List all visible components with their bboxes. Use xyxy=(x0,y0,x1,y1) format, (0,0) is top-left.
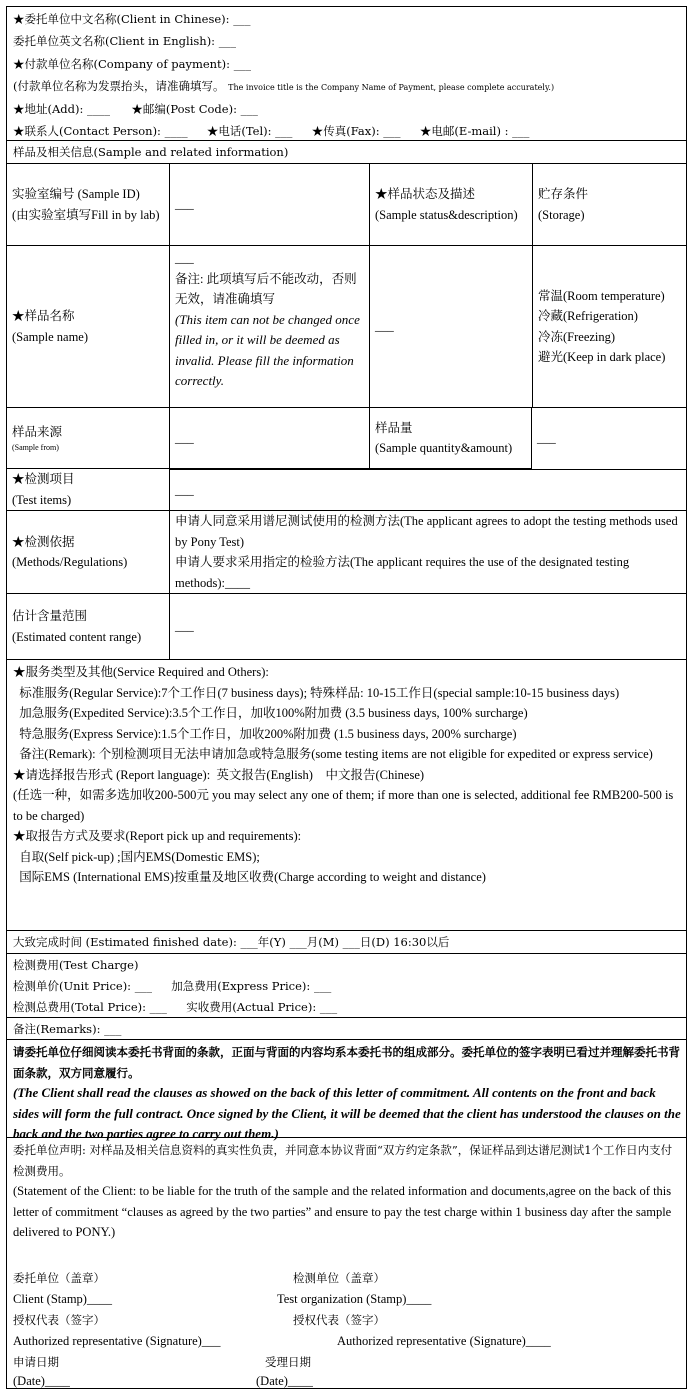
accept-date-label-cn: 受理日期 xyxy=(265,1355,311,1369)
sample-name-cell[interactable] xyxy=(169,246,369,408)
service-title: ★服务类型及其他(Service Required and Others): xyxy=(13,665,269,679)
content-range-field[interactable]: ___ xyxy=(169,594,686,659)
test-charge-section xyxy=(7,954,686,1018)
unit-price-row xyxy=(13,977,331,995)
post-code-field[interactable]: ★邮编(Post Code): ___ xyxy=(131,102,258,116)
status-label: ★样品状态及描述 (Sample status&description) xyxy=(369,164,532,246)
sample-source-field[interactable]: ___ xyxy=(169,408,369,469)
notice-cn: 请委托单位仔细阅读本委托书背面的条款，正面与背面的内容均系本委托书的组成部分。委托单位的签字表明已看过并理解委托书背面条款，双方同意履行。 xyxy=(13,1045,680,1080)
commission-form xyxy=(6,6,687,1389)
address-field[interactable]: ★地址(Add): ____ xyxy=(13,102,111,116)
sample-section-header xyxy=(7,141,686,164)
sample-source-label-cn: 样品来源 xyxy=(12,424,63,439)
address-row xyxy=(13,100,258,118)
finish-date-field[interactable]: 大致完成时间 (Estimated finished date): ___年(Y) ___月(M) ___日(D) 16:30以后 xyxy=(13,935,450,949)
client-name-cn-field[interactable]: ★委托单位中文名称(Client in Chinese): ___ xyxy=(13,12,251,26)
contact-row xyxy=(13,122,529,140)
finish-date-section xyxy=(7,931,686,954)
org-signature-field[interactable]: Authorized representative (Signature)____ xyxy=(337,1334,551,1348)
invoice-note xyxy=(13,77,554,97)
report-language-note: (任选一种，如需多选加收200-500元 you may select any one of them; if more than one is selected, additional fee RMB200-500 is to be charged) xyxy=(13,788,674,823)
auth-rep-label-cn-left: 授权代表（签字） xyxy=(13,1313,105,1327)
remarks-field[interactable]: 备注(Remarks): ___ xyxy=(13,1022,122,1036)
email-field[interactable]: ★电邮(E-mail) : ___ xyxy=(419,124,530,138)
service-section xyxy=(7,660,686,931)
service-remark: 备注(Remark): 个别检测项目无法申请加急或特急服务(some testing items are not eligible for expedited or express service) xyxy=(13,747,653,761)
lab-id-field[interactable]: ___ xyxy=(169,164,369,246)
service-expedited-option[interactable]: 加急服务(Expedited Service):3.5个工作日，加收100%附加费 (3.5 business days, 100% surcharge) xyxy=(13,706,528,720)
invoice-note-en: The invoice title is the Company Name of Payment, please complete accurately.) xyxy=(228,83,555,92)
org-stamp-label-cn: 检测单位（盖章） xyxy=(293,1271,385,1285)
methods-options xyxy=(169,511,686,594)
sample-source-label-en: (Sample from) xyxy=(12,443,59,453)
statement-cn: 委托单位声明: 对样品及相关信息资料的真实性负责，并同意本协议背面“双方约定条款”，保证样品到达谱尼测试1个工作日内支付检测费用。 xyxy=(13,1143,673,1178)
storage-option-dark[interactable]: 避光(Keep in dark place) xyxy=(538,350,666,364)
pickup-title: ★取报告方式及要求(Report pick up and requirements): xyxy=(13,829,302,843)
storage-option-room[interactable]: 常温(Room temperature) xyxy=(538,288,665,303)
methods-label: ★检测依据 (Methods/Regulations) xyxy=(7,511,169,594)
test-items-field[interactable]: ___ xyxy=(169,469,686,511)
pickup-international-option[interactable]: 国际EMS (International EMS)按重量及地区收费(Charge according to weight and distance) xyxy=(13,870,486,884)
storage-options xyxy=(532,246,686,408)
methods-option-designated[interactable]: 申请人要求采用指定的检验方法(The applicant requires the use of the designated testing methods):____ xyxy=(175,555,630,590)
client-info-section xyxy=(7,7,686,141)
actual-price-field[interactable]: 实收费用(Actual Price): ___ xyxy=(186,1000,338,1014)
sample-source-label xyxy=(7,408,169,469)
client-signature-field[interactable]: Authorized representative (Signature)___ xyxy=(13,1334,221,1348)
service-block xyxy=(13,662,681,888)
sample-section-title: 样品及相关信息(Sample and related information) xyxy=(13,145,289,159)
service-express-option[interactable]: 特急服务(Express Service):1.5个工作日，加收200%附加费 (1.5 business days, 200% surcharge) xyxy=(13,726,517,741)
contact-person-field[interactable]: ★联系人(Contact Person): ____ xyxy=(13,124,188,138)
notice-en: (The Client shall read the clauses as showed on the back of this letter of commitment. All contents on the front and back sides will form the full contract. Once signed by the Client, it will be deemed that the client has understood the clauses on the back and the two parties agree to carry out them.) xyxy=(13,1085,681,1141)
unit-price-field[interactable]: 检测单价(Unit Price): ___ xyxy=(13,979,152,993)
content-range-label: 估计含量范围 (Estimated content range) xyxy=(12,609,142,644)
quantity-label: 样品量 (Sample quantity&amount) xyxy=(369,408,532,469)
sample-name-note-cn: 备注: 此项填写后不能改动，否则无效，请准确填写 xyxy=(175,271,357,306)
client-name-en-field[interactable]: 委托单位英文名称(Client in English): ___ xyxy=(13,34,236,48)
apply-date-field[interactable]: (Date)____ xyxy=(13,1374,70,1388)
total-price-row xyxy=(13,998,337,1016)
client-stamp-field[interactable]: Client (Stamp)____ xyxy=(13,1292,112,1306)
methods-option-pony[interactable]: 申请人同意采用谱尼测试使用的检测方法(The applicant agrees to adopt the testing methods used by Pony Test) xyxy=(175,514,678,549)
storage-option-freezing[interactable]: 冷冻(Freezing) xyxy=(538,329,616,344)
statement-en: (Statement of the Client: to be liable for the truth of the sample and the related information and documents,agree on the back of this letter of commitment “clauses as agreed by the two parties” and ensure to pay the test charge within 1 business day after the sample delivered to PONY.) xyxy=(13,1184,672,1239)
quantity-field[interactable]: ___ xyxy=(537,431,556,446)
pickup-self-domestic-option[interactable]: 自取(Self pick-up) ;国内EMS(Domestic EMS); xyxy=(13,849,260,864)
statement-section xyxy=(7,1138,686,1388)
storage-option-refrigeration[interactable]: 冷藏(Refrigeration) xyxy=(538,309,638,323)
apply-date-label-cn: 申请日期 xyxy=(13,1355,59,1369)
sample-name-label: ★样品名称 (Sample name) xyxy=(7,246,169,408)
payment-company-field[interactable]: ★付款单位名称(Company of payment): ___ xyxy=(13,57,251,71)
status-field[interactable]: ___ xyxy=(369,246,532,408)
sample-table xyxy=(7,164,686,660)
test-items-label: ★检测项目 (Test items) xyxy=(7,469,169,511)
auth-rep-label-cn-right: 授权代表（签字） xyxy=(293,1313,385,1327)
client-stamp-label-cn: 委托单位（盖章） xyxy=(13,1271,105,1285)
express-price-field[interactable]: 加急费用(Express Price): ___ xyxy=(171,979,332,993)
statement-block xyxy=(13,1140,681,1243)
invoice-note-cn: (付款单位名称为发票抬头，请准确填写。 xyxy=(13,79,225,93)
accept-date-field[interactable]: (Date)____ xyxy=(256,1374,313,1388)
tel-field[interactable]: ★电话(Tel): ___ xyxy=(206,124,293,138)
report-language-row[interactable]: ★请选择报告形式 (Report language): 英文报告(English) 中文报告(Chinese) xyxy=(13,767,425,782)
sample-name-field[interactable]: ___ xyxy=(175,251,194,265)
fax-field[interactable]: ★传真(Fax): ___ xyxy=(311,124,401,138)
notice-section xyxy=(7,1040,686,1141)
remarks-section xyxy=(7,1018,686,1040)
test-charge-title: 检测费用(Test Charge) xyxy=(13,958,139,972)
service-regular-option[interactable]: 标准服务(Regular Service):7个工作日(7 business days); 特殊样品: 10-15工作日(special sample:10-15 business days) xyxy=(13,685,620,700)
lab-id-label: 实验室编号 (Sample ID) (由实验室填写Fill in by lab) xyxy=(7,164,169,246)
total-price-field[interactable]: 检测总费用(Total Price): ___ xyxy=(13,1000,167,1014)
org-stamp-field[interactable]: Test organization (Stamp)____ xyxy=(277,1292,432,1306)
notice-block xyxy=(13,1042,681,1145)
sample-name-note-en: (This item can not be changed once filled in, or it will be deemed as invalid. Please fill the information correctly. xyxy=(175,311,360,388)
storage-label: 贮存条件 (Storage) xyxy=(532,164,686,246)
